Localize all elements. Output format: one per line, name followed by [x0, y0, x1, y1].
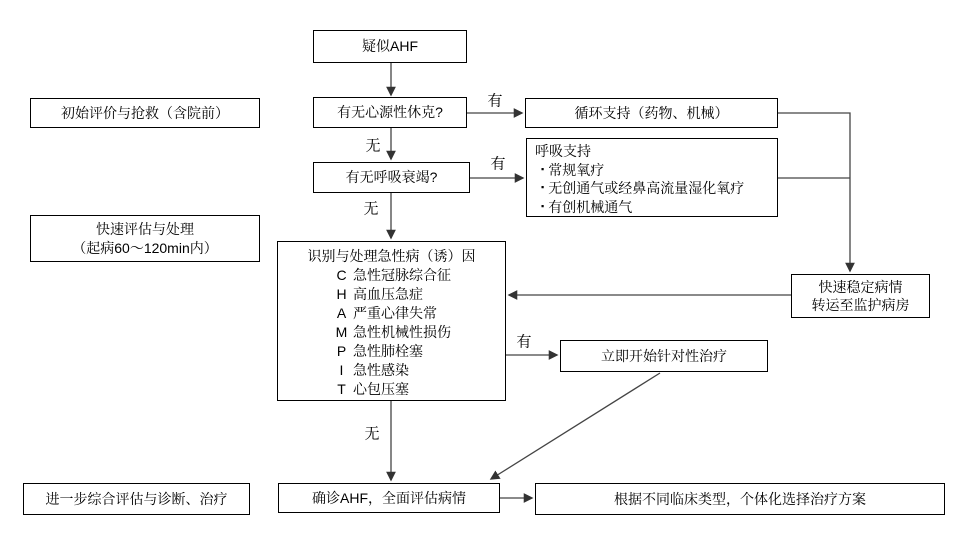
stabilize-line1: 快速稳定病情 — [818, 278, 903, 295]
bullet-icon: ▪ — [541, 200, 545, 211]
respiratory-support-item — [535, 198, 632, 217]
cause-item — [278, 361, 505, 380]
node-question-respiratory-failure: 有无呼吸衰竭? — [313, 162, 470, 193]
cause-item — [278, 285, 505, 304]
cause-letter: T — [337, 381, 346, 397]
respiratory-support-item-label: 常规氧疗 — [548, 161, 605, 178]
bullet-icon: ▪ — [541, 182, 545, 192]
edge-label-yes-resp: 有 — [490, 155, 506, 173]
cause-letter: A — [336, 305, 347, 321]
cause-letter: H — [336, 286, 347, 302]
node-circulatory-support: 循环支持（药物、机械） — [525, 98, 778, 128]
cause-item — [278, 266, 505, 285]
cause-item — [278, 304, 505, 323]
stage-further-evaluation: 进一步综合评估与诊断、治疗 — [23, 483, 250, 515]
cause-letter: C — [336, 267, 347, 283]
edge-label-no-shock: 无 — [365, 137, 381, 155]
stage-rapid-line1: 快速评估与处理 — [96, 221, 194, 238]
cause-letter: I — [339, 362, 344, 378]
stabilize-line2: 转运至监护病房 — [811, 297, 910, 313]
stage-rapid-assessment — [30, 215, 260, 262]
cause-label: 急性感染 — [353, 362, 409, 378]
respiratory-support-item — [535, 161, 604, 180]
node-suspect-ahf: 疑似AHF — [313, 30, 467, 63]
respiratory-support-title: 呼吸支持 — [535, 143, 591, 159]
cause-item — [278, 380, 505, 399]
cause-letter: M — [335, 324, 348, 340]
node-confirm-ahf: 确诊AHF，全面评估病情 — [278, 483, 500, 513]
respiratory-support-item-label: 有创机械通气 — [548, 198, 633, 215]
node-question-cardiogenic-shock: 有无心源性休克? — [313, 97, 467, 128]
stage-initial-evaluation: 初始评价与抢救（含院前） — [30, 98, 260, 128]
causes-title: 识别与处理急性病（诱）因 — [307, 248, 476, 264]
cause-letter: P — [336, 343, 347, 359]
node-immediate-treatment: 立即开始针对性治疗 — [560, 340, 768, 372]
cause-label: 心包压塞 — [353, 381, 409, 397]
respiratory-support-item — [535, 179, 744, 198]
edge-circ-to-stabilize — [778, 113, 850, 271]
edge-label-no-cause: 无 — [364, 425, 380, 443]
cause-label: 急性冠脉综合征 — [353, 267, 451, 283]
cause-label: 急性机械性损伤 — [353, 324, 451, 340]
cause-item — [278, 323, 505, 342]
edge-treatment-to-confirm — [491, 373, 660, 479]
edge-label-yes-shock: 有 — [487, 92, 503, 110]
cause-item — [278, 342, 505, 361]
node-individualized-plan: 根据不同临床类型，个体化选择治疗方案 — [535, 483, 945, 515]
node-identify-causes — [277, 241, 506, 401]
node-respiratory-support — [526, 138, 778, 217]
cause-label: 严重心律失常 — [353, 305, 437, 321]
edge-label-yes-cause: 有 — [516, 333, 532, 351]
edge-label-no-resp: 无 — [363, 200, 379, 218]
stage-rapid-line2: （起病60～120min内） — [72, 239, 218, 256]
bullet-icon: ▪ — [541, 163, 545, 174]
respiratory-support-item-label: 无创通气或经鼻高流量湿化氧疗 — [548, 180, 745, 196]
node-stabilize-transfer — [791, 274, 930, 318]
cause-label: 急性肺栓塞 — [353, 343, 423, 359]
cause-label: 高血压急症 — [353, 286, 423, 302]
